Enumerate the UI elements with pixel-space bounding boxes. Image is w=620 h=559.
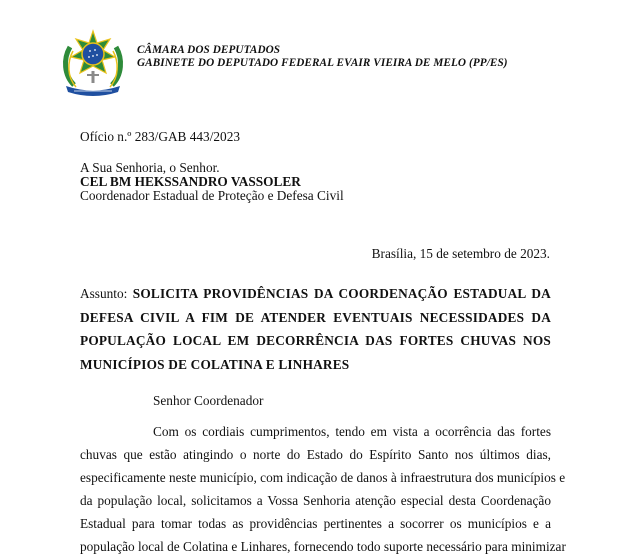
body-line: especificamente neste município, com indicação de danos à infraestrutura dos municípios e <box>80 470 566 486</box>
subject-text: SOLICITA PROVIDÊNCIAS DA COORDENAÇÃO ESTADUAL DA DEFESA CIVIL A FIM DE ATENDER EVENTUAIS NECESSIDADES DA POPULAÇÃO LOCAL EM DECORRÊNCIA DAS FORTES CHUVAS NOS MUNICÍPIOS DE COLATINA E LINHARES <box>80 286 551 372</box>
letterhead-institution: CÂMARA DOS DEPUTADOS <box>137 44 281 56</box>
letterhead-office: GABINETE DO DEPUTADO FEDERAL EVAIR VIEIRA DE MELO (PP/ES) <box>137 57 508 69</box>
subject-label: Assunto <box>80 286 124 301</box>
subject-block: Assunto: SOLICITA PROVIDÊNCIAS DA COORDENAÇÃO ESTADUAL DA DEFESA CIVIL A FIM DE ATENDER EVENTUAIS NECESSIDADES DA POPULAÇÃO LOCAL EM DECORRÊNCIA DAS FORTES CHUVAS NOS MUNICÍPIOS DE COLATINA E LINHARES <box>80 286 551 372</box>
body-line: da população local, solicitamos a Vossa Senhoria atenção especial desta Coordenação <box>80 493 551 509</box>
addressee-name: CEL BM HEKSSANDRO VASSOLER <box>80 174 301 189</box>
body-line: população local de Colatina e Linhares, fornecendo todo suporte necessário para minimizar <box>80 539 566 555</box>
addressee-role: Coordenador Estadual de Proteção e Defesa Civil <box>80 188 344 203</box>
body-line: Estadual para tomar todas as providências pertinentes a socorrer os municípios e a <box>80 516 551 532</box>
document-reference: Ofício n.º 283/GAB 443/2023 <box>80 129 240 144</box>
letterhead <box>137 44 508 70</box>
salutation: Senhor Coordenador <box>153 393 264 408</box>
body-line: chuvas que estão atingindo o norte do Estado do Espírito Santo nos últimos dias, <box>80 447 551 463</box>
addressee-greeting: A Sua Senhoria, o Senhor. <box>80 160 220 175</box>
body-paragraph <box>80 420 566 559</box>
body-line: Com os cordiais cumprimentos, tendo em vista a ocorrência das fortes <box>153 424 551 439</box>
coat-of-arms-of-brazil-icon <box>60 29 126 99</box>
document-date: Brasília, 15 de setembro de 2023. <box>371 246 550 261</box>
